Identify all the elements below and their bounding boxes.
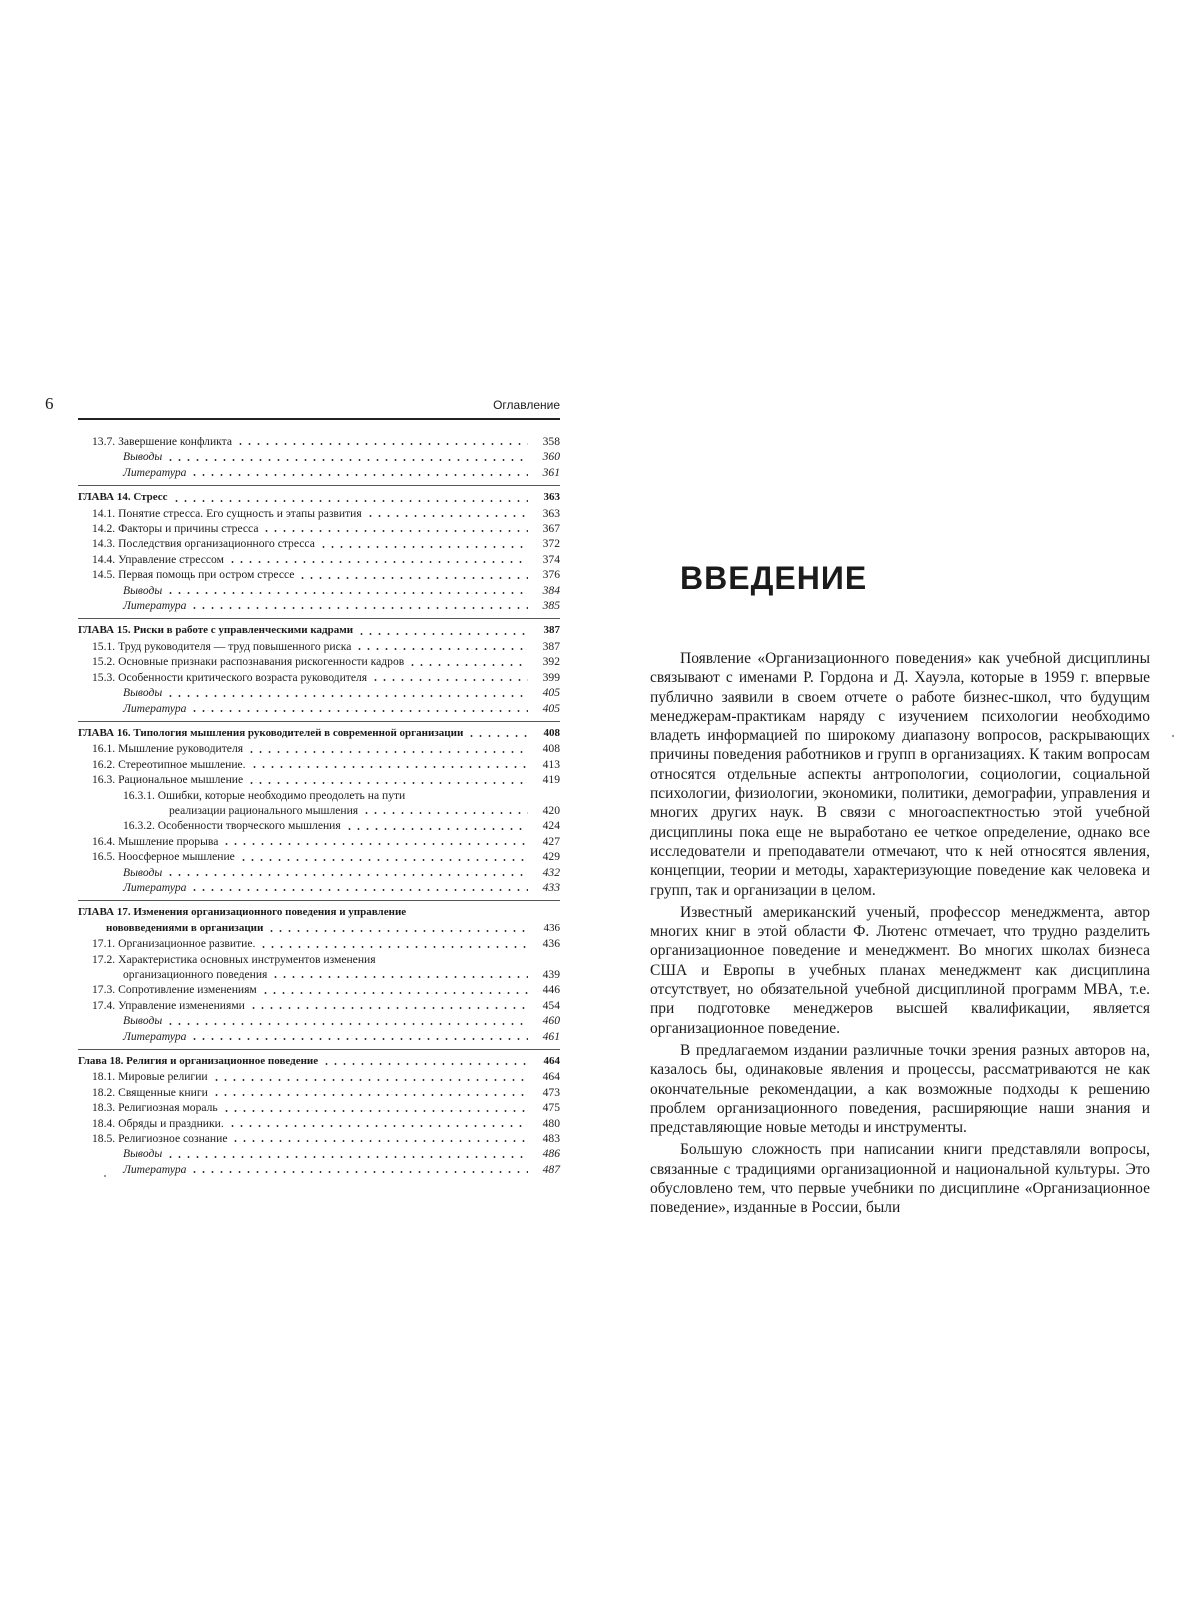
- toc-item[interactable]: 17.3. Сопротивление изменениям 446: [92, 983, 560, 997]
- toc-item[interactable]: 17.2. Характеристика основных инструментов изменения организационного поведения 439: [92, 952, 560, 981]
- toc-subitem[interactable]: 16.3.2. Особенности творческого мышления 424: [123, 819, 560, 833]
- left-page: [40, 390, 560, 1176]
- toc-item[interactable]: 18.5. Религиозное сознание 483: [92, 1132, 560, 1146]
- toc-item[interactable]: 16.3. Рациональное мышление 419: [92, 773, 560, 787]
- scan-speck: [104, 1175, 106, 1177]
- toc-subitem[interactable]: 16.3.1. Ошибки, которые необходимо преодолеть на пути реализации рационального мышления 420: [123, 788, 560, 817]
- toc-item[interactable]: 18.1. Мировые религии 464: [92, 1070, 560, 1084]
- toc-chapter-15[interactable]: ГЛАВА 15. Риски в работе с управленческими кадрами 387: [78, 618, 560, 638]
- toc-chapter-18[interactable]: Глава 18. Религия и организационное поведение 464: [78, 1049, 560, 1069]
- header-rule: [78, 418, 560, 420]
- toc-item[interactable]: 14.3. Последствия организационного стресса 372: [92, 537, 560, 551]
- paragraph: В предлагаемом издании различные точки зрения разных авторов на, казалось бы, одинаковые явления и процессы, рассматриваются не как окончательные рекомендации, а как возможные подходы к решению проблем организационного поведения, расширяющие наши знания и представляющие новые методы и инструменты.: [650, 1041, 1150, 1137]
- toc-item[interactable]: 16.1. Мышление руководителя 408: [92, 742, 560, 756]
- paragraph: Появление «Организационного поведения» как учебной дисциплины связывают с именами Р. Гордона и Д. Хауэла, которые в 1959 г. впервые публично заявили в своем отчете о работе бизнес-школ, что будущим менеджерам-практикам наряду с изучением психологии необходимо владеть информацией по широкому диапазону вопросов, раскрывающих причины поведения работников и групп в организациях. К таким вопросам относятся отдельные аспекты антропологии, социологии, социальной психологии, физиологии, экономики, политики, демографии, управления и многих других наук. В связи с многоаспектностью этой учебной дисциплины пока еще не выработано ее четкое определение, однако все исследователи и преподаватели отмечают, что к ней относятся явления, концепции, теории и методы, характеризующие поведение как человека и групп, так и организации в целом.: [650, 650, 1150, 899]
- paragraph: Известный американский ученый, профессор менеджмента, автор многих книг в этой области Ф. Лютенс отмечает, что трудно разделить организационное поведение и менеджмент. Во многих школах бизнеса США и Европы в учебных планах менеджмент как дисциплина отсутствует, но обязательной учебной дисциплиной программ MBA, т.е. при подготовке менеджеров высшей квалификации, является организационное поведение.: [650, 903, 1150, 1037]
- toc-item-conclusions[interactable]: Выводы 384: [123, 583, 560, 597]
- toc-chapter-16[interactable]: ГЛАВА 16. Типология мышления руководителей в современной организации 408: [78, 721, 560, 741]
- toc-item-conclusions[interactable]: Выводы 432: [123, 865, 560, 879]
- introduction-body: [650, 649, 1150, 1218]
- toc-item[interactable]: 14.2. Факторы и причины стресса 367: [92, 522, 560, 536]
- toc-item-conclusions[interactable]: Выводы 486: [123, 1147, 560, 1161]
- toc-item-literature[interactable]: Литература 433: [123, 880, 560, 894]
- toc-item-literature[interactable]: Литература 361: [123, 465, 560, 479]
- toc-item[interactable]: 14.1. Понятие стресса. Его сущность и этапы развития 363: [92, 506, 560, 520]
- right-page: [650, 560, 1150, 1218]
- toc-item-literature[interactable]: Литература 487: [123, 1162, 560, 1176]
- running-head: [40, 390, 560, 424]
- toc-item[interactable]: 15.1. Труд руководителя — труд повышенного риска 387: [92, 639, 560, 653]
- toc-item[interactable]: 14.4. Управление стрессом 374: [92, 552, 560, 566]
- paragraph: Большую сложность при написании книги представляли вопросы, связанные с традициями организационной и национальной культуры. Это обусловлено тем, что первые учебники по дисциплине «Организационное поведение», изданные в России, были: [650, 1141, 1150, 1217]
- toc-item[interactable]: 16.5. Ноосферное мышление 429: [92, 850, 560, 864]
- toc-chapter-14[interactable]: ГЛАВА 14. Стресс 363: [78, 485, 560, 505]
- toc-chapter-17[interactable]: ГЛАВА 17. Изменения организационного поведения и управление нововведениями в организации 436: [78, 900, 560, 936]
- toc-item[interactable]: 18.4. Обряды и праздники. 480: [92, 1116, 560, 1130]
- scan-speck: [1172, 735, 1174, 737]
- toc-item[interactable]: 16.4. Мышление прорыва 427: [92, 834, 560, 848]
- toc-item[interactable]: 15.2. Основные признаки распознавания рискогенности кадров 392: [92, 655, 560, 669]
- toc-item[interactable]: 18.3. Религиозная мораль 475: [92, 1101, 560, 1115]
- page-number: 6: [45, 394, 54, 413]
- header-title: Оглавление: [493, 398, 560, 412]
- toc-item-conclusions[interactable]: Выводы 360: [123, 450, 560, 464]
- toc-item-literature[interactable]: Литература 461: [123, 1029, 560, 1043]
- toc-item[interactable]: 17.1. Организационное развитие. 436: [92, 937, 560, 951]
- toc-item[interactable]: 18.2. Священные книги 473: [92, 1085, 560, 1099]
- toc-item-literature[interactable]: Литература 405: [123, 701, 560, 715]
- toc-item[interactable]: 16.2. Стереотипное мышление. 413: [92, 757, 560, 771]
- toc-item-literature[interactable]: Литература 385: [123, 599, 560, 613]
- toc-item[interactable]: 14.5. Первая помощь при остром стрессе 376: [92, 568, 560, 582]
- introduction-heading: ВВЕДЕНИЕ: [680, 560, 868, 596]
- table-of-contents: [78, 434, 560, 1177]
- toc-item[interactable]: 17.4. Управление изменениями 454: [92, 998, 560, 1012]
- toc-item[interactable]: 15.3. Особенности критического возраста руководителя 399: [92, 670, 560, 684]
- toc-item-conclusions[interactable]: Выводы 460: [123, 1014, 560, 1028]
- toc-item-conclusions[interactable]: Выводы 405: [123, 686, 560, 700]
- toc-item[interactable]: 13.7. Завершение конфликта 358: [92, 435, 560, 448]
